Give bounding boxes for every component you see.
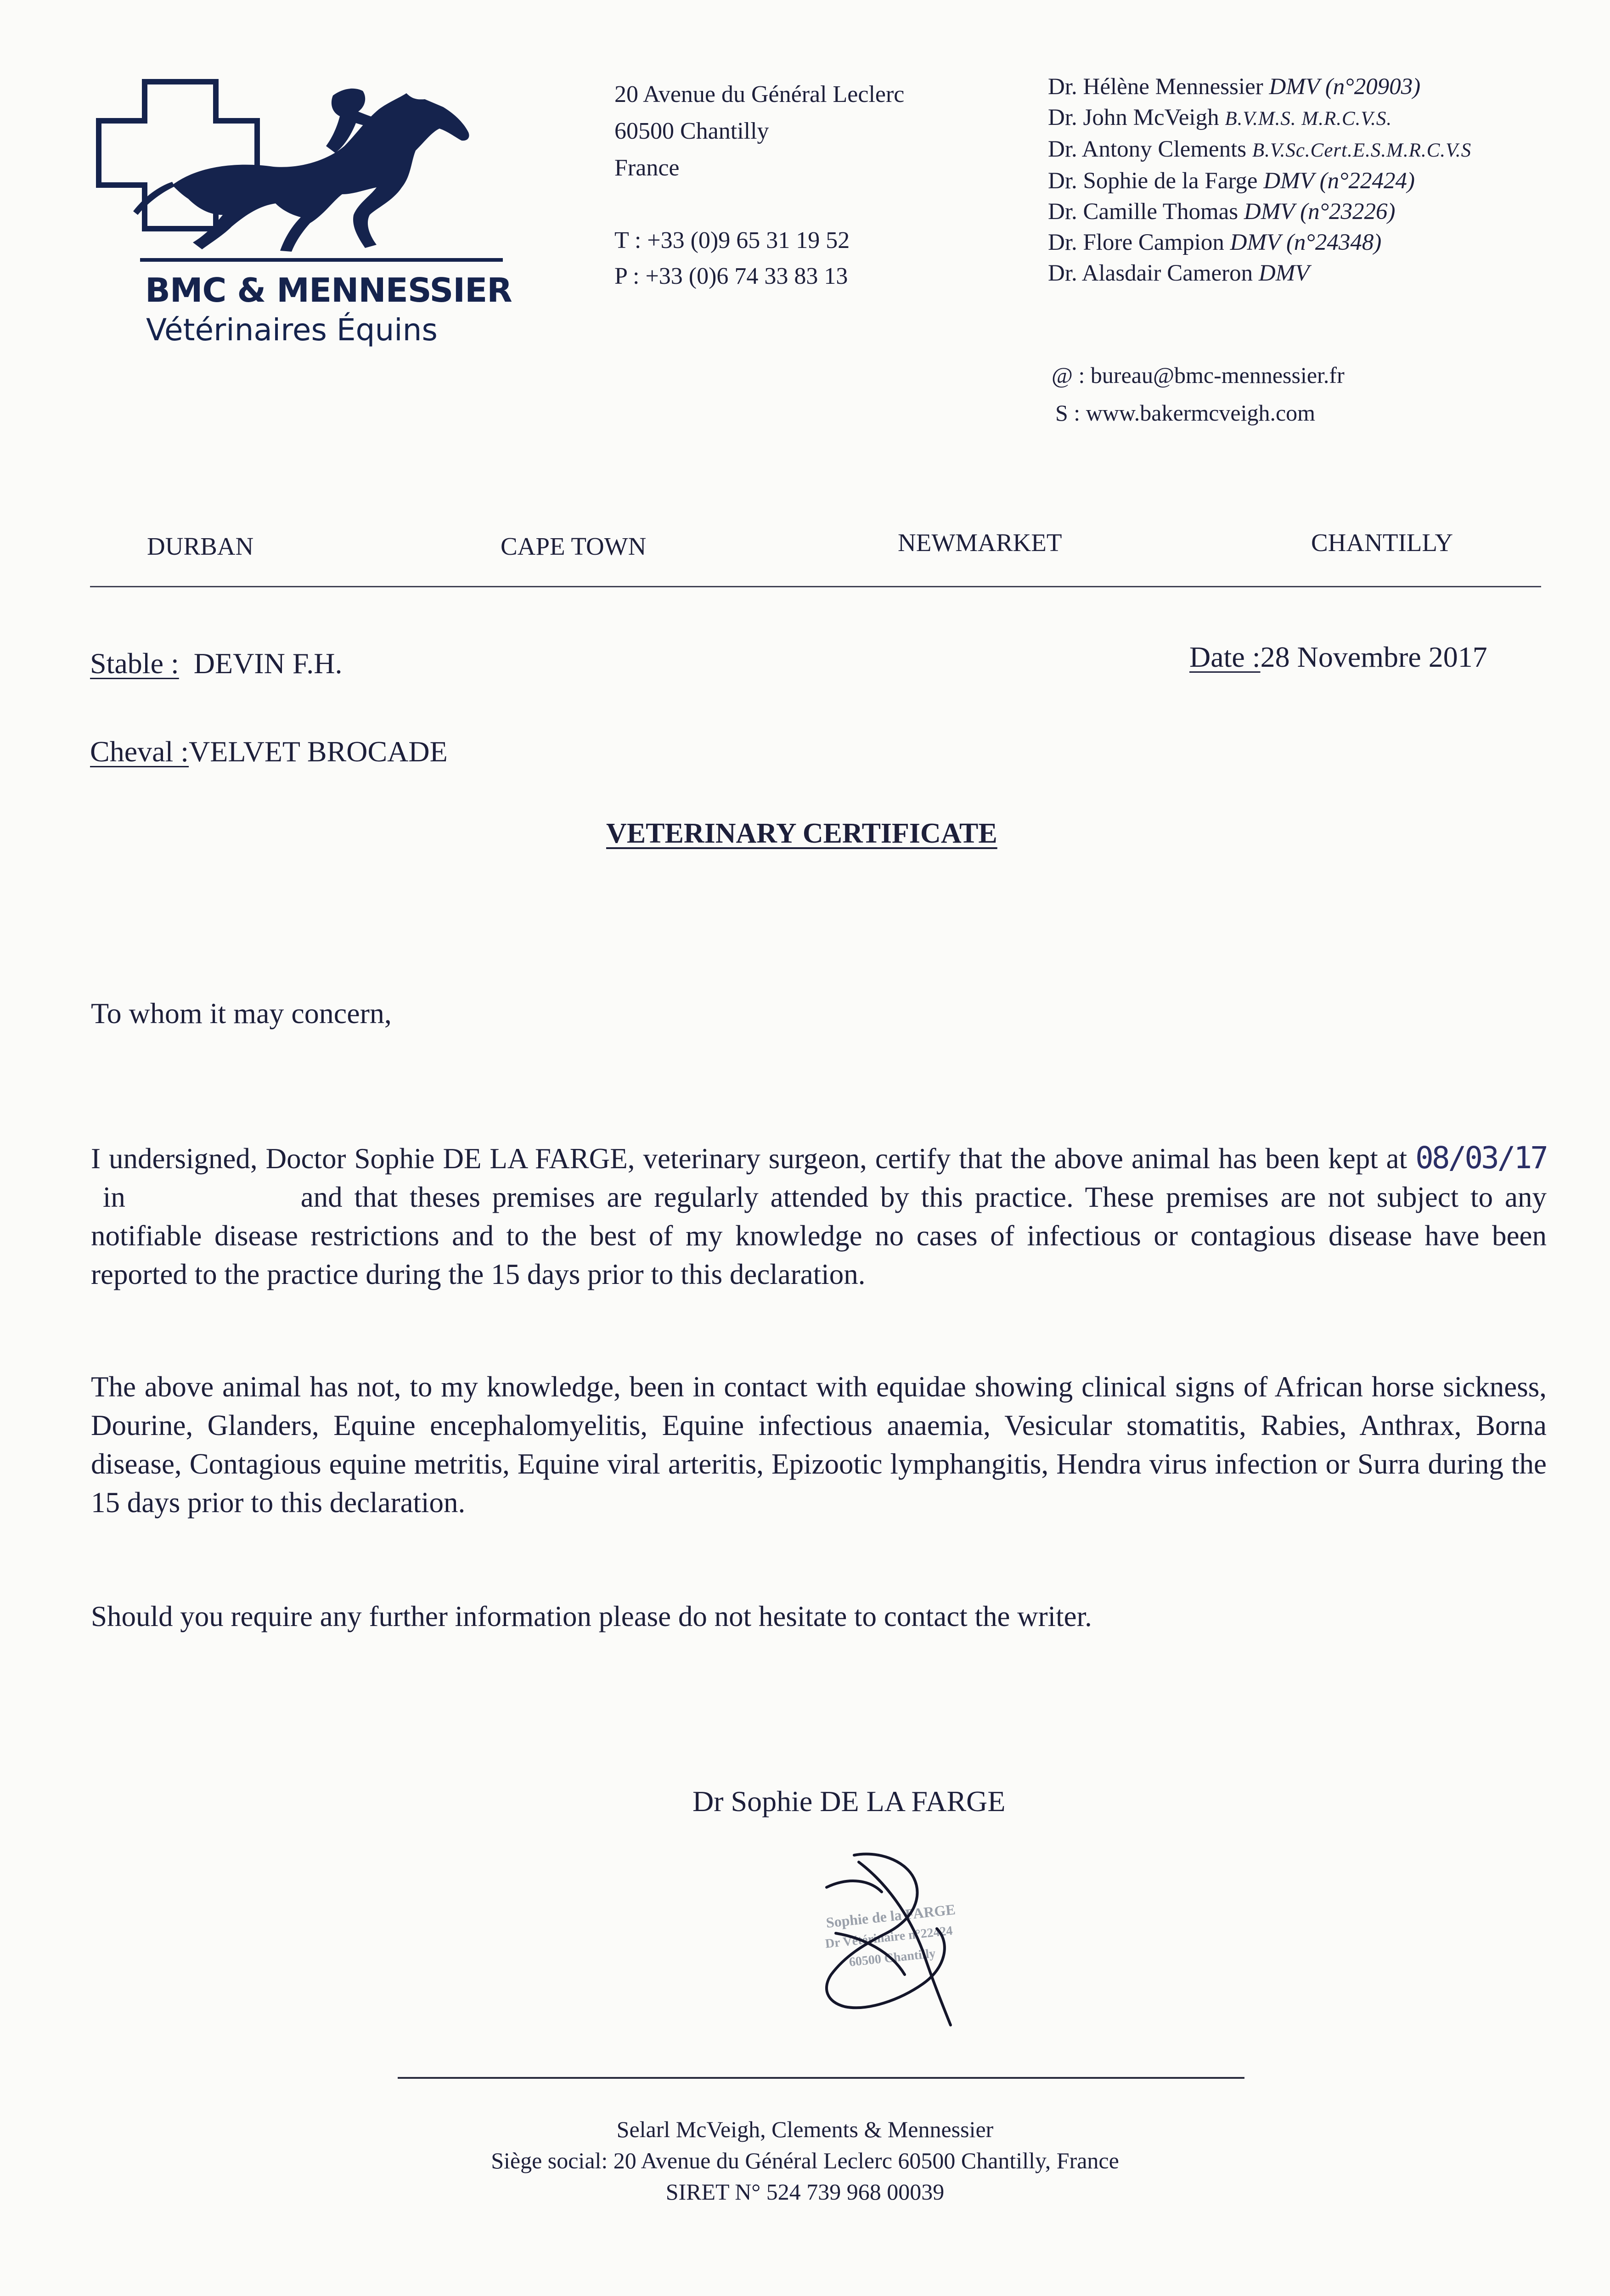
doctor-qualification: DMV (n°22424) <box>1263 168 1415 194</box>
phone-t: T : +33 (0)9 65 31 19 52 <box>614 227 850 253</box>
stable-label: Stable : <box>90 647 179 680</box>
address-line-1: 20 Avenue du Général Leclerc <box>614 81 905 107</box>
address-line-2: 60500 Chantilly <box>614 118 769 144</box>
horse-value: VELVET BROCADE <box>189 735 448 768</box>
stable-value: DEVIN F.H. <box>193 647 343 680</box>
footer-divider <box>398 2077 1244 2079</box>
city-chantilly: CHANTILLY <box>1311 529 1453 557</box>
salutation: To whom it may concern, <box>91 997 392 1030</box>
certificate-title: VETERINARY CERTIFICATE <box>606 818 997 849</box>
doctor-entry <box>1048 258 1471 289</box>
paragraph-1-rest: and that theses premises are regularly attended by this practice. These premises are not subject to any notifiable disease restrictions and to the best of my knowledge no cases of infectious or contagious disease have been reported to the practice during the 15 days prior to this declaration. <box>91 1181 1547 1290</box>
date-value: 28 Novembre 2017 <box>1260 641 1487 673</box>
doctor-qualification: DMV (n°23226) <box>1244 199 1396 225</box>
paragraph-1 <box>91 1139 1547 1294</box>
handwritten-date: 08/03/17 <box>1415 1140 1547 1176</box>
doctors-list <box>1048 72 1471 289</box>
address-line-3: France <box>614 155 680 181</box>
doctor-name: Dr. John McVeigh <box>1048 105 1219 130</box>
footer-company: Selarl McVeigh, Clements & Mennessier <box>616 2116 994 2142</box>
paragraph-1-start: I undersigned, Doctor Sophie DE LA FARGE, veterinary surgeon, certify that the above animal has been kept at <box>91 1142 1407 1175</box>
logo-cross-horse-icon <box>94 77 507 270</box>
logo-company-name: BMC & MENNESSIER <box>145 271 512 310</box>
city-durban: DURBAN <box>147 532 254 560</box>
doctor-qualification: DMV <box>1258 260 1310 286</box>
city-cape-town: CAPE TOWN <box>501 532 647 560</box>
doctor-entry <box>1048 102 1471 134</box>
paragraph-1-in: in <box>102 1181 125 1213</box>
doctor-entry <box>1048 166 1471 197</box>
doctor-name: Dr. Alasdair Cameron <box>1048 260 1253 286</box>
email-address[interactable]: @ : bureau@bmc-mennessier.fr <box>1052 362 1345 388</box>
doctor-qualification: B.V.Sc.Cert.E.S.M.R.C.V.S <box>1252 140 1472 161</box>
svg-text:Dr Vétérinaire n°22424: Dr Vétérinaire n°22424 <box>824 1923 953 1951</box>
signature-and-stamp <box>799 1841 1038 2034</box>
doctor-name: Dr. Antony Clements <box>1048 136 1247 162</box>
paragraph-2: The above animal has not, to my knowledge, been in contact with equidae showing clinical signs of African horse sickness, Dourine, Glanders, Equine encephalomyelitis, Equine infectious anaemia, Vesicular stomatitis, Rabies, Anthrax, Borna disease, Contagious equine metritis, Equine viral arteritis, Epizootic lymphangitis, Hendra virus infection or Surra during the 15 days prior to this declaration. <box>91 1371 1547 1519</box>
website-link[interactable]: S : www.bakermcveigh.com <box>1055 400 1316 426</box>
header-divider <box>90 586 1541 587</box>
horse-label: Cheval : <box>90 735 189 768</box>
doctor-entry <box>1048 72 1471 102</box>
horse-line <box>90 735 448 769</box>
doctor-name: Dr. Sophie de la Farge <box>1048 168 1258 194</box>
doctor-qualification: B.V.M.S. M.R.C.V.S. <box>1225 108 1392 129</box>
phone-p: P : +33 (0)6 74 33 83 13 <box>614 263 848 289</box>
doctor-name: Dr. Camille Thomas <box>1048 199 1238 225</box>
footer-siret: SIRET N° 524 739 968 00039 <box>665 2179 945 2205</box>
doctor-qualification: DMV (n°24348) <box>1230 230 1382 255</box>
logo-subtitle: Vétérinaires Équins <box>146 312 438 348</box>
doctor-entry <box>1048 134 1471 166</box>
signer-name: Dr Sophie DE LA FARGE <box>692 1785 1006 1818</box>
doctor-entry <box>1048 227 1471 258</box>
date-label: Date : <box>1189 641 1261 673</box>
footer-address: Siège social: 20 Avenue du Général Leclerc 60500 Chantilly, France <box>491 2148 1119 2173</box>
stable-line <box>90 647 343 681</box>
city-newmarket: NEWMARKET <box>898 529 1062 557</box>
doctor-entry <box>1048 197 1471 227</box>
doctor-name: Dr. Hélène Mennessier <box>1048 74 1263 100</box>
paragraph-3: Should you require any further information please do not hesitate to contact the writer. <box>91 1600 1092 1632</box>
date-line <box>1189 640 1487 674</box>
doctor-qualification: DMV (n°20903) <box>1269 74 1421 100</box>
svg-text:60500 Chantilly: 60500 Chantilly <box>848 1946 936 1970</box>
svg-text:Sophie de la FARGE: Sophie de la FARGE <box>825 1901 957 1931</box>
doctor-name: Dr. Flore Campion <box>1048 230 1224 255</box>
